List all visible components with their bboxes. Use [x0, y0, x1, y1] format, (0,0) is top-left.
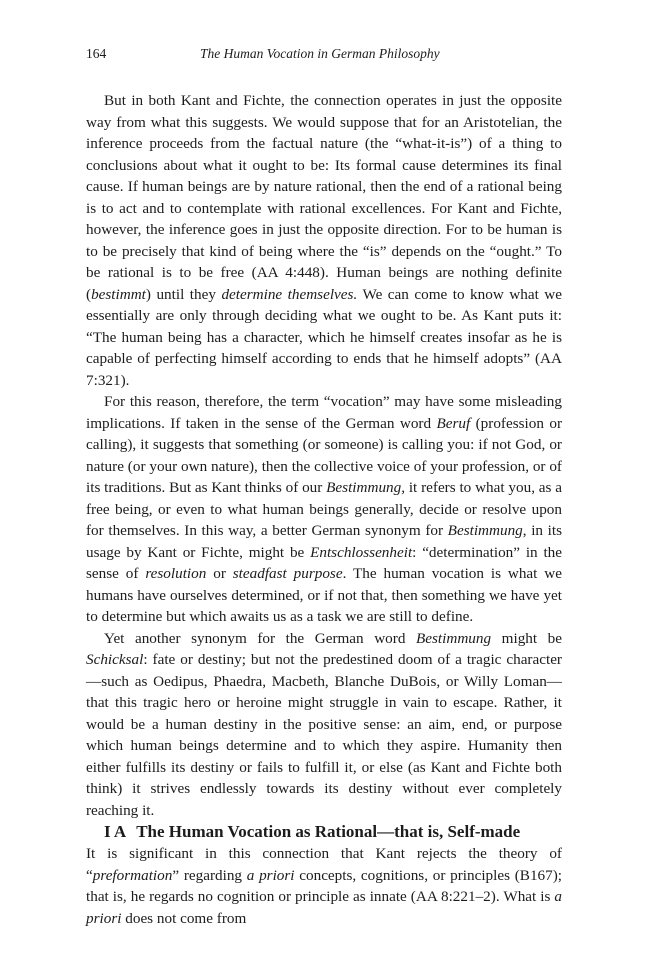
text-run: or [206, 565, 233, 582]
text-run: it refers to what you, as a free being, or even to what human beings generally, decide or resolve upon for themselves. In this way, a better German synonym for [86, 479, 562, 539]
italic-text: Bestimmung, [326, 479, 406, 496]
italic-text: a priori [246, 866, 295, 884]
italic-text: bestimmt [91, 285, 146, 303]
italic-text: Schicksal [86, 651, 144, 668]
italic-text: Bestimmung [416, 629, 492, 647]
text-run: We can come to know what we essentially are only through deciding what we ought to be. As Kant puts it: “The human being has a character, which he himself creates insofar as he is capable of perfecting himself according to ends that he himself adopts” (AA 7:321). [86, 285, 563, 389]
text-run: For this reason, therefore, the term “vocation” may have some misleading implications. If taken in the sense of the German word [86, 393, 562, 432]
page-number: 164 [86, 46, 107, 61]
italic-text: Entschlossenheit [310, 543, 413, 561]
text-run: ” regarding [172, 866, 247, 884]
text-run: Yet another synonym for the German word [104, 629, 416, 647]
section-title: The Human Vocation as Rational—that is, Self-made [136, 822, 521, 841]
text-run: : fate or destiny; but not the predestined doom of a tragic character—such as Oedipus, Phaedra, Macbeth, Blanche DuBois, or Willy Loman—that this tragic hero or heroine might struggle in vain to escape. Rather, it would be a human destiny in the positive sense: an aim, end, or purpose which human beings determine and to which they aspire. Humanity then either fulfills its destiny or fails to fulfill it, or else (as Kant and Fichte both think) it strives endlessly towards its destiny without ever completely reaching it. [86, 651, 562, 819]
text-run: (profession or calling), it suggests that something (or someone) is calling you: if not God, or nature (or your own nature), then the collective voice of your profession, or of its traditions. But as Kant thinks of our [86, 414, 562, 496]
paragraphs-before-section [86, 90, 562, 821]
italic-text: resolution [145, 565, 207, 582]
text-run: . The human vocation is what we humans have ourselves determined, or if not that, then something we have yet to determine but which awaits us as a task we are still to define. [86, 565, 562, 625]
text-run: concepts, cognitions, or principles (B167); that is, he regards no cognition or principle as innate (AA 8:221–2). What is [86, 866, 562, 905]
section-heading [86, 821, 562, 843]
italic-text: a priori [86, 888, 562, 927]
text-run: does not come from [121, 909, 247, 927]
running-head: The Human Vocation in German Philosophy [200, 46, 440, 61]
paragraph [86, 628, 562, 822]
paragraphs-after-section [86, 843, 562, 929]
text-run: But in both Kant and Fichte, the connection operates in just the opposite way from what this suggests. We would suppose that for an Aristotelian, the inference proceeds from the factual nature (the “what-it-is”) of a thing to conclusions about what it ought to be: Its formal cause determines its final cause. If human beings are by nature rational, then the end of a rational being is to act and to contemplate with rational excellences. For Kant and Fichte, however, the inference goes in just the opposite direction. For to be human is to be precisely that kind of being where the “is” depends on the “ought.” To be rational is to be free (AA 4:448). Human beings are nothing definite ( [86, 92, 562, 303]
italic-text: Bestimmung [447, 522, 523, 539]
section-number: I A [104, 822, 127, 841]
text-run: , in its usage by Kant or Fichte, might be [86, 522, 562, 561]
italic-text: Beruf [436, 414, 471, 432]
text-run: might be [491, 629, 563, 647]
italic-text: steadfast purpose [232, 565, 343, 582]
text-run: : “determination” in the sense of [86, 543, 562, 582]
body-text [86, 90, 562, 929]
paragraph [86, 391, 562, 628]
text-run: It is significant in this connection that Kant rejects the theory of “ [86, 845, 562, 884]
paragraph [86, 843, 562, 929]
text-run: ) until they [145, 285, 222, 303]
italic-text: preformation [92, 866, 173, 884]
paragraph [86, 90, 562, 391]
italic-text: determine themselves. [221, 285, 358, 303]
